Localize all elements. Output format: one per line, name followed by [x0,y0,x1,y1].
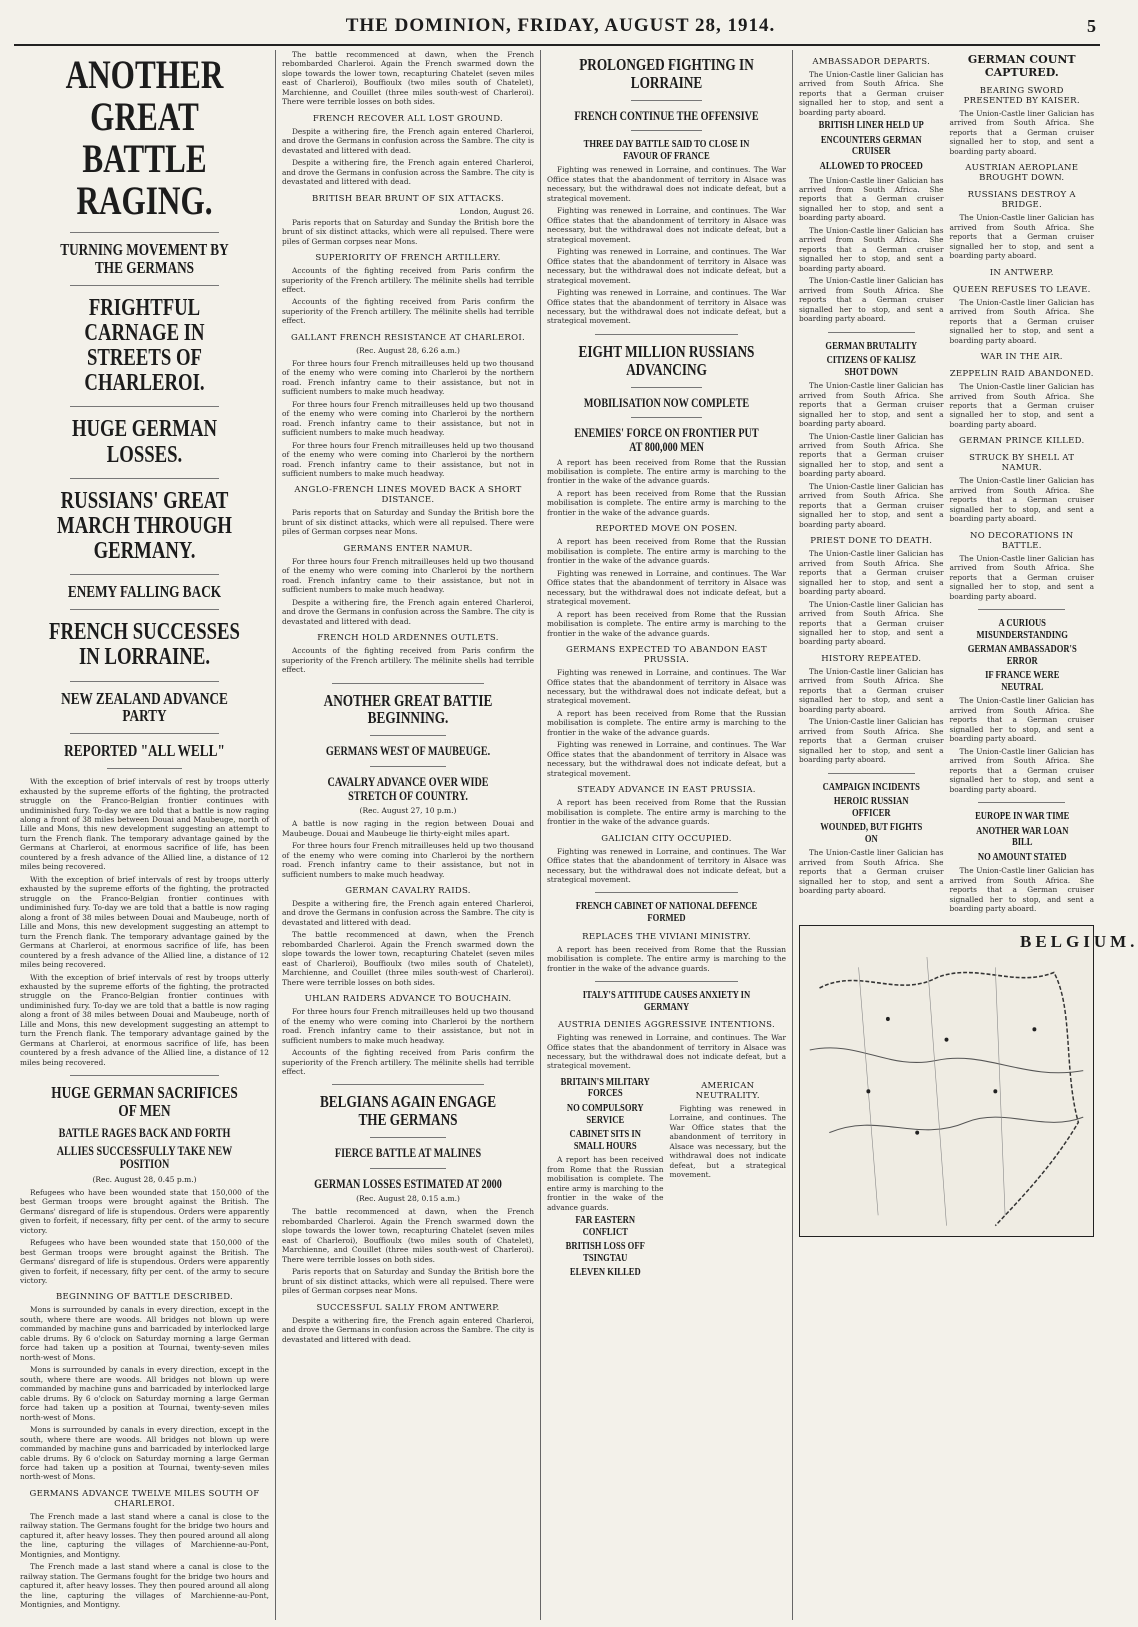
headline: GERMANS WEST OF MAUBEUGE. [325,743,491,759]
subheading: AMBASSADOR DEPARTS. [812,57,931,67]
headline: ALLOWED TO PROCEED [819,159,923,172]
headline: HUGE GERMAN SACRIFICES OF MEN [51,1083,238,1121]
headline: FRENCH SUCCESSES IN LORRAINE. [49,619,240,671]
article-body: A report has been received from Rome that the Russian mobilisation is complete. The entire army is marching to the frontier in the wake of the advance guards. A report has been received from Rome that the Russian mobilisation is complete. The entire army is marching to the frontier in the wake of the advance guards. [547,457,786,517]
subheading: GERMANS ADVANCE TWELVE MILES SOUTH OF CHARLEROI. [29,1488,260,1509]
article-body: Accounts of the fighting received from Paris confirm the superiority of the French artillery. The mélinite shells had terrible effect. Accounts of the fighting received from Paris confirm the superiority of the French artillery. The mélinite shells had terrible effect. [282,266,534,326]
headline: CAVALRY ADVANCE OVER WIDE STRETCH OF COUNTRY. [327,773,489,803]
subheading: STRUCK BY SHELL AT NAMUR. [969,453,1075,474]
subheading: FRENCH HOLD ARDENNES OUTLETS. [317,633,499,644]
article-body: Fighting was renewed in Lorraine, and continues. The War Office states that the abandonment of territory in Alsace was necessary, but the withdrawal does not indicate defeat, but a strategical movement. [547,846,786,884]
article-body: For three hours four French mitrailleuses held up two thousand of the enemy who were coming into Charleroi by the northern road. French infantry came to their assistance, but not in sufficient numbers to make much headway. For three hours four French mitrailleuses held up two thousand of the enemy who were coming into Charleroi by the northern road. French infantry came to their assistance, but not in sufficient numbers to make much headway. For three hours four French mitrailleuses held up two thousand of the enemy who were coming into Charleroi by the northern road. French infantry came to their assistance, but not in sufficient numbers to make much headway. [282,358,534,478]
subheading: GERMAN PRINCE KILLED. [959,436,1085,447]
headline: EUROPE IN WAR TIME [974,810,1069,823]
subheading: AUSTRIAN AEROPLANE BROUGHT DOWN. [965,163,1079,184]
subheading: FRENCH RECOVER ALL LOST GROUND. [312,113,504,124]
headline: WOUNDED, BUT FIGHTS ON [820,821,923,845]
subheading: ZEPPELIN RAID ABANDONED. [949,369,1094,380]
article-body: A report has been received from Rome that the Russian mobilisation is complete. The entire army is marching to the frontier in the wake of the advance guards. Fighting was renewed in Lorraine, and continues. The War Office states that the abandonment of territory in Alsace was necessary, but the withdrawal does not indicate defeat, but a strategical movement. A report has been received from Rome that the Russian mobilisation is complete. The entire army is marching to the frontier in the wake of the advance guards. [547,537,786,638]
headline: ITALY'S ATTITUDE CAUSES ANXIETY IN GERMANY [582,988,751,1013]
article-body: Refugees who have been wounded state that 150,000 of the best German troops were brought against the British. The Germans' disregard of life is stupendous. Orders were apparently given to forfeit, if necessary, fifty per cent. of the army to secure victory. Refugees who have been wounded state that 150,000 of the best German troops were brought against the British. The Germans' disregard of life is stupendous. Orders were apparently given to forfeit, if necessary, fifty per cent. of the army to secure victory. [20,1187,269,1286]
column-4 [793,50,1138,1620]
article-body: The Union-Castle liner Galician has arrived from South Africa. She reports that a German cruiser signalled her to stop, and sent a boarding party aboard. [949,213,1094,261]
article-body: A report has been received from Rome that the Russian mobilisation is complete. The entire army is marching to the frontier in the wake of the advance guards. [547,1155,664,1212]
article-body: Fighting was renewed in Lorraine, and continues. The War Office states that the abandonment of territory in Alsace was necessary, but the withdrawal does not indicate defeat, but a strategical movement. A report has been received from Rome that the Russian mobilisation is complete. The entire army is marching to the frontier in the wake of the advance guards. Fighting was renewed in Lorraine, and continues. The War Office states that the abandonment of territory in Alsace was necessary, but the withdrawal does not indicate defeat, but a strategical movement. [547,668,786,778]
article-body: The Union-Castle liner Galician has arrived from South Africa. She reports that a German cruiser signalled her to stop, and sent a boarding party aboard. [949,297,1094,345]
masthead-title: THE DOMINION, FRIDAY, AUGUST 28, 1914. [345,15,776,36]
headline: BRITISH LINER HELD UP [818,119,924,132]
article-body: Accounts of the fighting received from Paris confirm the superiority of the French artillery. The mélinite shells had terrible effect. [282,646,534,675]
article-body: The Union-Castle liner Galician has arrived from South Africa. She reports that a German cruiser signalled her to stop, and sent a boarding party aboard. [949,109,1094,156]
subheading: HISTORY REPEATED. [821,653,922,664]
headline: BELGIANS AGAIN ENGAGE THE GERMANS [319,1092,497,1130]
article-body: The battle recommenced at dawn, when the French rebombarded Charleroi. Again the French swarmed down the slope towards the lower town, recapturing Chatelet (seven miles east of Charleroi), Bouffioulx (two miles south of Chatelet), Marchienne, and Couillet (three miles south-west of Charleroi). There were terrible losses on both sides. Paris reports that on Saturday and Sunday the British bore the brunt of six distinct attacks, which were all repulsed. There were piles of German corpses near Mons. [282,1207,534,1296]
column-1 [14,50,276,1620]
subheading: GERMAN COUNT CAPTURED. [967,53,1076,79]
headline: BRITISH LOSS OFF TSINGTAU [565,1240,645,1264]
article-body: Despite a withering fire, the French again entered Charleroi, and drove the Germans in confusion across the Sambre. The city is devastated and littered with dead. Despite a withering fire, the French again entered Charleroi, and drove the Germans in confusion across the Sambre. The city is devastated and littered with dead. [282,126,534,187]
received-time: (Rec. August 28, 6.26 a.m.) [356,345,460,355]
article-body: With the exception of brief intervals of rest by troops utterly exhausted by the supreme efforts of the fighting, the protracted struggle on the Franco-Belgian frontier continues with undiminished fury. To-day we are told that a battle is now raging along a front of 38 miles between Douai and Maubeuge, north of Lille and Mons, this new development suggesting an attempt to turn the French flank. The temporary advantage gained by the Germans at Charleroi, at enormous sacrifice of life, has been countered by a fresh advance of the Allied line, a distance of 12 miles being recovered. With the exception of brief intervals of rest by troops utterly exhausted by the supreme efforts of the fighting, the protracted struggle on the Franco-Belgian frontier continues with undiminished fury. To-day we are told that a battle is now raging along a front of 38 miles between Douai and Maubeuge, north of Lille and Mons, this new development suggesting an attempt to turn the French flank. The temporary advantage gained by the Germans at Charleroi, at enormous sacrifice of life, has been countered by a fresh advance of the Allied line, a distance of 12 miles being recovered. With the exception of brief intervals of rest by troops utterly exhausted by the supreme efforts of the fighting, the protracted struggle on the Franco-Belgian frontier continues with undiminished fury. To-day we are told that a battle is now raging along a front of 38 miles between Douai and Maubeuge, north of Lille and Mons, this new development suggesting an attempt to turn the French flank. The temporary advantage gained by the Germans at Charleroi, at enormous sacrifice of life, has been countered by a fresh advance of the Allied line, a distance of 12 miles being recovered. [20,777,269,1067]
article-body: For three hours four French mitrailleuses held up two thousand of the enemy who were coming into Charleroi by the northern road. French infantry came to their assistance, but not in sufficient numbers to make much headway. Despite a withering fire, the French again entered Charleroi, and drove the Germans in confusion across the Sambre. The city is devastated and littered with dead. [282,556,534,626]
article-body: The Union-Castle liner Galician has arrived from South Africa. She reports that a German cruiser signalled her to stop, and sent a boarding party aboard. [949,476,1094,524]
article-body: The French made a last stand where a canal is close to the railway station. The Germans fought for the bridge two hours and captured it, after heavy losses. They then poured around all along the line, capturing the villages of Marchienne-au-Pont, Montignies, and Montigny. The French made a last stand where a canal is close to the railway station. The Germans fought for the bridge two hours and captured it, after heavy losses. They then poured around all along the line, capturing the villages of Marchienne-au-Pont, Montignies, and Montigny. [20,1511,269,1610]
subheading: GERMAN CAVALRY RAIDS. [345,885,471,896]
article-body: The Union-Castle liner Galician has arrived from South Africa. She reports that a German cruiser signalled her to stop, and sent a boarding party aboard. The Union-Castle liner Galician has arrived from South Africa. She reports that a German cruiser signalled her to stop, and sent a boarding party aboard. The Union-Castle liner Galician has arrived from South Africa. She reports that a German cruiser signalled her to stop, and sent a boarding party aboard. [799,381,944,529]
subheading: BEARING SWORD PRESENTED BY KAISER. [963,86,1080,106]
article-body: Mons is surrounded by canals in every direction, except in the south, where there are woods. All bridges not blown up were commanded by machine guns and barricaded by interlocked large cable drums. By 6 o'clock on Saturday morning a large German force had taken up a position at Tournai, twenty-seven miles north-west of Mons. Mons is surrounded by canals in every direction, except in the south, where there are woods. All bridges not blown up were commanded by machine guns and barricaded by interlocked large cable drums. By 6 o'clock on Saturday morning a large German force had taken up a position at Tournai, twenty-seven miles north-west of Mons. Mons is surrounded by canals in every direction, except in the south, where there are woods. All bridges not blown up were commanded by machine guns and barricaded by interlocked large cable drums. By 6 o'clock on Saturday morning a large German force had taken up a position at Tournai, twenty-seven miles north-west of Mons. [20,1305,269,1482]
subheading: IN ANTWERP. [989,267,1054,278]
subheading: WAR IN THE AIR. [980,352,1063,363]
headline: ELEVEN KILLED [569,1266,641,1279]
article-body: The Union-Castle liner Galician has arrived from South Africa. She reports that a German cruiser signalled her to stop, and sent a boarding party aboard. [799,70,944,117]
headline: NEW ZEALAND ADVANCE PARTY [61,688,228,726]
subheading: AMERICAN NEUTRALITY. [695,1080,760,1101]
subheading: AUSTRIA DENIES AGGRESSIVE INTENTIONS. [557,1020,776,1031]
headline: ENEMY FALLING BACK [67,582,222,602]
headline: REPORTED "ALL WELL" [64,741,225,761]
subheading: UHLAN RAIDERS ADVANCE TO BOUCHAIN. [304,994,512,1005]
dateline: London, August 26. [459,206,534,216]
column-3 [541,50,793,1620]
article-body: Despite a withering fire, the French again entered Charleroi, and drove the Germans in confusion across the Sambre. The city is devastated and littered with dead. The battle recommenced at dawn, when the French rebombarded Charleroi. Again the French swarmed down the slope towards the lower town, recapturing Chatelet (seven miles east of Charleroi), Bouffioulx (two miles south of Chatelet), Marchienne, and Couillet (three miles south-west of Charleroi). There were terrible losses on both sides. [282,898,534,987]
headline: ANOTHER WAR LOAN BILL [975,824,1068,849]
subheading: QUEEN REFUSES TO LEAVE. [952,284,1091,295]
article-body: Fighting was renewed in Lorraine, and continues. The War Office states that the abandonment of territory in Alsace was necessary, but the withdrawal does not indicate defeat, but a strategical movement. [669,1103,786,1180]
headline: A CURIOUS MISUNDERSTANDING [976,617,1068,641]
headline: THREE DAY BATTLE SAID TO CLOSE IN FAVOUR OF FRANCE [583,138,750,162]
masthead [14,10,1100,46]
headline: ANOTHER GREAT BATTIE BEGINNING. [323,690,493,728]
article-body: Despite a withering fire, the French again entered Charleroi, and drove the Germans in confusion across the Sambre. The city is devastated and littered with dead. [282,1315,534,1344]
headline: EIGHT MILLION RUSSIANS ADVANCING [578,341,755,379]
subheading: REPLACES THE VIVIANI MINISTRY. [582,931,751,942]
subheading: GALLANT FRENCH RESISTANCE AT CHARLEROI. [291,332,525,343]
map-title: BELGIUM. [1020,931,1138,951]
article-body: The battle recommenced at dawn, when the French rebombarded Charleroi. Again the French swarmed down the slope towards the lower town, recapturing Chatelet (seven miles east of Charleroi), Bouffioulx (two miles south of Chatelet), Marchienne, and Couillet (three miles south-west of Charleroi). There were terrible losses on both sides. [282,50,534,107]
headline: PROLONGED FIGHTING IN LORRAINE [579,55,754,92]
headline: CABINET SITS IN SMALL HOURS [569,1128,641,1152]
headline: NO AMOUNT STATED [977,850,1067,863]
subheading: SUCCESSFUL SALLY FROM ANTWERP. [316,1302,500,1313]
headline: RUSSIANS' GREAT MARCH THROUGH GERMANY. [57,487,232,565]
article-body: Fighting was renewed in Lorraine, and continues. The War Office states that the abandonment of territory in Alsace was necessary, but the withdrawal does not indicate defeat, but a strategical movement. Fighting was renewed in Lorraine, and continues. The War Office states that the abandonment of territory in Alsace was necessary, but the withdrawal does not indicate defeat, but a strategical movement. Fighting was renewed in Lorraine, and continues. The War Office states that the abandonment of territory in Alsace was necessary, but the withdrawal does not indicate defeat, but a strategical movement. Fighting was renewed in Lorraine, and continues. The War Office states that the abandonment of territory in Alsace was necessary, but the withdrawal does not indicate defeat, but a strategical movement. [547,165,786,326]
headline: HEROIC RUSSIAN OFFICER [833,795,909,819]
subheading: GERMANS ENTER NAMUR. [343,543,473,554]
subheading: REPORTED MOVE ON POSEN. [595,524,738,535]
headline: FRIGHTFUL CARNAGE IN STREETS OF CHARLEROI. [84,294,205,397]
article-body: A battle is now raging in the region between Douai and Maubeuge. Douai and Maubeuge lie thirty-eight miles apart. For three hours four French mitrailleuses held up two thousand of the enemy who were coming into Charleroi by the northern road. French infantry came to their assistance, but not in sufficient numbers to make much headway. [282,819,534,879]
article-body: The Union-Castle liner Galician has arrived from South Africa. She reports that a German cruiser signalled her to stop, and sent a boarding party aboard. [799,848,944,896]
headline: NO COMPULSORY SERVICE [566,1102,644,1126]
article-body: The Union-Castle liner Galician has arrived from South Africa. She reports that a German cruiser signalled her to stop, and sent a boarding party aboard. The Union-Castle liner Galician has arrived from South Africa. She reports that a German cruiser signalled her to stop, and sent a boarding party aboard. [799,549,944,647]
headline: ENEMIES' FORCE ON FRONTIER PUT AT 800,000 MEN [574,425,759,454]
headline: TURNING MOVEMENT BY THE GERMANS [60,240,229,277]
article-body: Fighting was renewed in Lorraine, and continues. The War Office states that the abandonment of territory in Alsace was necessary, but the withdrawal does not indicate defeat, but a strategical movement. [547,1033,786,1071]
article-body: For three hours four French mitrailleuses held up two thousand of the enemy who were coming into Charleroi by the northern road. French infantry came to their assistance, but not in sufficient numbers to make much headway. Accounts of the fighting received from Paris confirm the superiority of the French artillery. The mélinite shells had terrible effect. [282,1007,534,1077]
headline: HUGE GERMAN LOSSES. [71,416,218,468]
subheading: RUSSIANS DESTROY A BRIDGE. [967,190,1076,211]
article-body: A report has been received from Rome that the Russian mobilisation is complete. The entire army is marching to the frontier in the wake of the advance guards. [547,798,786,827]
received-time: (Rec. August 28, 0.15 a.m.) [356,1194,460,1204]
headline: IF FRANCE WERE NEUTRAL [984,669,1059,693]
subheading: NO DECORATIONS IN BATTLE. [969,530,1074,551]
article-body: Paris reports that on Saturday and Sunday the British bore the brunt of six distinct attacks, which were all repulsed. There were piles of German corpses near Mons. [282,217,534,246]
headline: FIERCE BATTLE AT MALINES [334,1145,482,1161]
headline: GERMAN AMBASSADOR'S ERROR [967,643,1077,667]
headline: GERMAN LOSSES ESTIMATED AT 2000 [314,1175,502,1191]
headline: ENCOUNTERS GERMAN CRUISER [820,133,922,158]
article-body: The Union-Castle liner Galician has arrived from South Africa. She reports that a German cruiser signalled her to stop, and sent a boarding party aboard. [949,866,1094,914]
subheading: SUPERIORITY OF FRENCH ARTILLERY. [315,253,501,264]
headline: CAMPAIGN INCIDENTS [822,780,920,793]
headline: MOBILISATION NOW COMPLETE [583,394,750,410]
article-body: The Union-Castle liner Galician has arrived from South Africa. She reports that a German cruiser signalled her to stop, and sent a boarding party aboard. [949,553,1094,601]
subheading: ANGLO-FRENCH LINES MOVED BACK A SHORT DISTANCE. [294,485,522,506]
article-body: The Union-Castle liner Galician has arrived from South Africa. She reports that a German cruiser signalled her to stop, and sent a boarding party aboard. The Union-Castle liner Galician has arrived from South Africa. She reports that a German cruiser signalled her to stop, and sent a boarding party aboard. [949,696,1094,794]
headline: GERMAN BRUTALITY [825,339,918,352]
article-body: The Union-Castle liner Galician has arrived from South Africa. She reports that a German cruiser signalled her to stop, and sent a boarding party aboard. The Union-Castle liner Galician has arrived from South Africa. She reports that a German cruiser signalled her to stop, and sent a boarding party aboard. The Union-Castle liner Galician has arrived from South Africa. She reports that a German cruiser signalled her to stop, and sent a boarding party aboard. [799,175,944,324]
received-time: (Rec. August 27, 10 p.m.) [359,806,457,816]
article-body: A report has been received from Rome that the Russian mobilisation is complete. The entire army is marching to the frontier in the wake of the advance guards. [547,944,786,973]
page-number: 5 [1087,15,1096,36]
subheading: BEGINNING OF BATTLE DESCRIBED. [55,1292,234,1303]
headline-main: ANOTHER GREAT BATTLE RAGING. [65,52,224,223]
belgium-map [799,925,1138,1237]
headline: CITIZENS OF KALISZ SHOT DOWN [826,354,916,378]
subheading: BRITISH BEAR BRUNT OF SIX ATTACKS. [312,193,504,204]
headline: BATTLE RAGES BACK AND FORTH [58,1124,231,1140]
headline: ALLIES SUCCESSFULLY TAKE NEW POSITION [56,1142,233,1172]
article-body: The Union-Castle liner Galician has arrived from South Africa. She reports that a German cruiser signalled her to stop, and sent a boarding party aboard. The Union-Castle liner Galician has arrived from South Africa. She reports that a German cruiser signalled her to stop, and sent a boarding party aboard. [799,666,944,765]
subheading: GALICIAN CITY OCCUPIED. [601,833,732,844]
headline: BRITAIN'S MILITARY FORCES [560,1075,650,1100]
headline: FRENCH CONTINUE THE OFFENSIVE [574,107,759,123]
article-body: Paris reports that on Saturday and Sunday the British bore the brunt of six distinct attacks, which were all repulsed. There were piles of German corpses near Mons. [282,508,534,537]
subheading: GERMANS EXPECTED TO ABANDON EAST PRUSSIA. [566,645,767,666]
received-time: (Rec. August 28, 0.45 p.m.) [92,1174,197,1184]
column-2 [276,50,541,1620]
headline: FAR EASTERN CONFLICT [575,1214,636,1238]
article-body: The Union-Castle liner Galician has arrived from South Africa. She reports that a German cruiser signalled her to stop, and sent a boarding party aboard. [949,382,1094,429]
subheading: PRIEST DONE TO DEATH. [810,536,933,547]
map-drawing [800,926,1093,1236]
subheading: STEADY ADVANCE IN EAST PRUSSIA. [577,785,756,796]
headline: FRENCH CABINET OF NATIONAL DEFENCE FORMED [575,900,758,925]
